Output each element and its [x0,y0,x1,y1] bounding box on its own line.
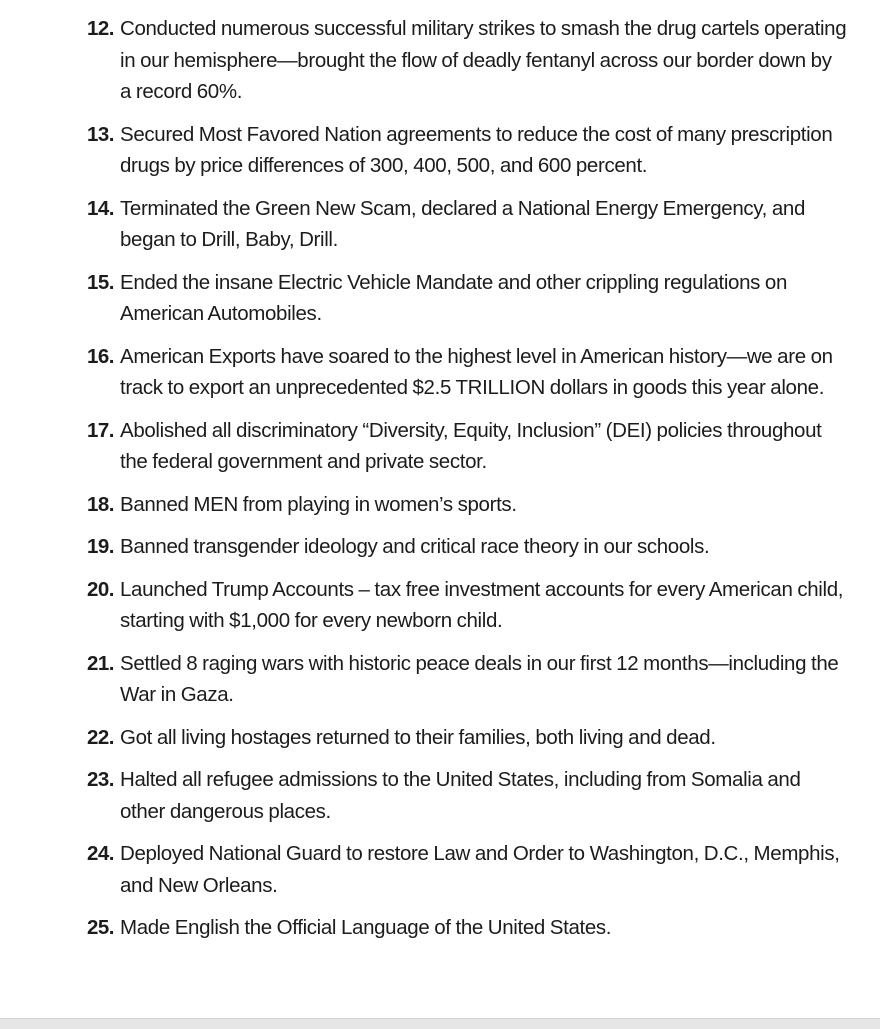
item-number: 17. [87,418,114,442]
item-text: Deployed National Guard to restore Law and Order to Washington, D.C., Memphis, and New Orleans. [120,842,840,897]
list-item [87,267,847,330]
list-item [87,531,847,563]
item-number: 13. [87,122,114,146]
list-item [87,764,847,827]
list-item [87,341,847,404]
list-item [87,415,847,478]
item-text: Launched Trump Accounts – tax free investment accounts for every American child, starting with $1,000 for every newborn child. [120,577,844,632]
item-text: Conducted numerous successful military strikes to smash the drug cartels operating in our hemisphere—brought the flow of deadly fentanyl across our border down by a record 60%. [120,17,847,103]
item-number: 23. [87,768,114,791]
item-number: 14. [87,196,114,220]
item-text: Made English the Official Language of the United States. [120,916,612,939]
item-text: Terminated the Green New Scam, declared a National Energy Emergency, and began to Drill, Baby, Drill. [120,196,806,251]
list-item [87,489,847,521]
item-number: 19. [87,535,114,558]
item-number: 15. [87,270,114,294]
item-number: 12. [87,17,114,40]
item-number: 25. [87,916,114,939]
item-number: 18. [87,492,114,516]
item-text: Abolished all discriminatory “Diversity, Equity, Inclusion” (DEI) policies throughout the federal government and private sector. [120,418,822,473]
item-text: Banned transgender ideology and critical race theory in our schools. [120,535,710,558]
list-item [87,119,847,182]
item-text: Halted all refugee admissions to the United States, including from Somalia and other dangerous places. [120,768,801,823]
viewer-bottom-edge [0,1018,880,1029]
item-text: Secured Most Favored Nation agreements to reduce the cost of many prescription drugs by price differences of 300, 400, 500, and 600 percent. [120,122,833,177]
item-text: Banned MEN from playing in women’s sports. [120,492,517,516]
accomplishments-list [87,13,847,955]
item-number: 22. [87,725,114,749]
list-item [87,193,847,256]
item-text: Ended the insane Electric Vehicle Mandate and other crippling regulations on American Automobiles. [120,270,787,325]
list-item [87,838,847,901]
list-item [87,912,847,944]
item-text: Settled 8 raging wars with historic peace deals in our first 12 months—including the War in Gaza. [120,651,839,706]
item-number: 16. [87,344,114,368]
item-number: 20. [87,577,114,601]
list-item [87,574,847,637]
list-item [87,648,847,711]
list-item [87,722,847,754]
item-text: American Exports have soared to the highest level in American history—we are on track to export an unprecedented $2.5 TRILLION dollars in goods this year alone. [120,344,833,399]
item-number: 21. [87,651,114,675]
list-item [87,13,847,108]
item-text: Got all living hostages returned to their families, both living and dead. [120,725,716,749]
item-number: 24. [87,842,114,865]
